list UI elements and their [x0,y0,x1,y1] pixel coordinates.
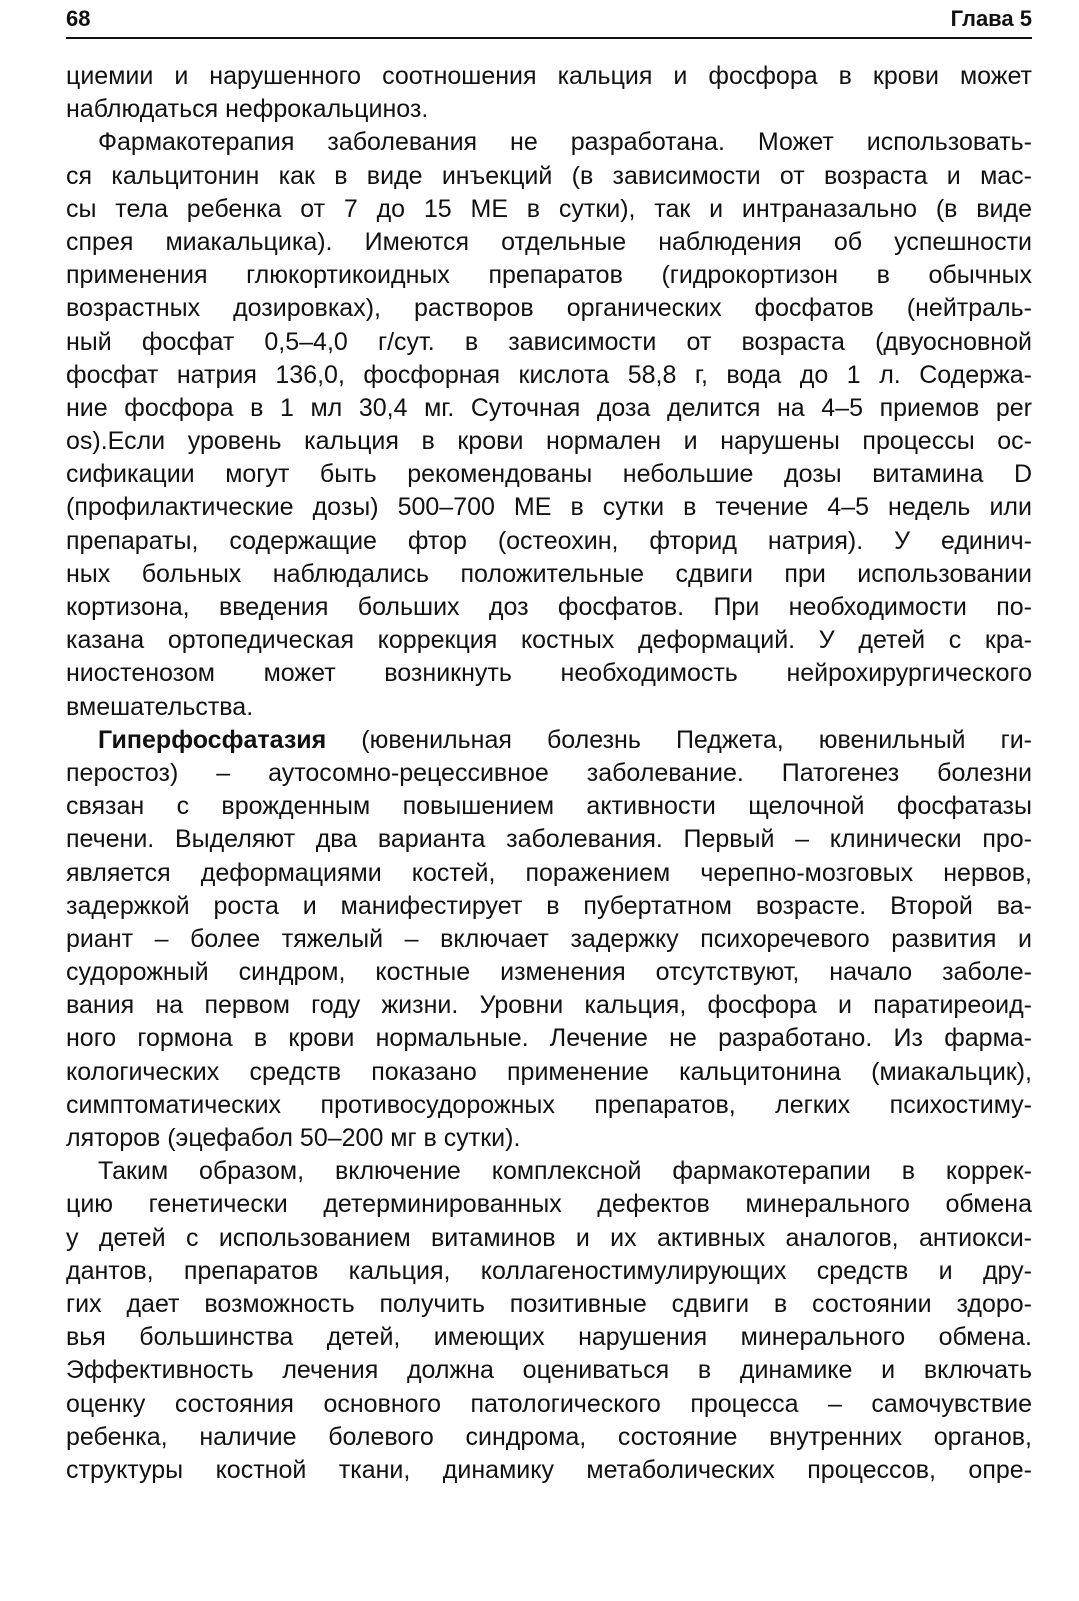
text-line: судорожный синдром, костные изменения отсутствуют, начало заболе- [66,958,1032,987]
text-line: казана ортопедическая коррекция костных деформаций. У детей с кра- [66,626,1032,655]
text-fragment: (ювенильная болезнь Педжета, ювенильный ги- [361,725,1032,754]
text-line: цию генетически детерминированных дефектов минерального обмена [66,1190,1032,1219]
text-line: (профилактические дозы) 500–700 МЕ в сутки в течение 4–5 недель или [66,493,1032,522]
chapter-title: Глава 5 [950,6,1032,31]
text-line: гих дает возможность получить позитивные сдвиги в состоянии здоро- [66,1289,1032,1318]
text-line: ся кальцитонин как в виде инъекций (в зависимости от возраста и мас- [66,161,1032,190]
text-line: Фармакотерапия заболевания не разработана. Может использовать- [98,128,1032,157]
page-header [66,4,1032,39]
text-line: вания на первом году жизни. Уровни кальция, фосфора и паратиреоид- [66,991,1032,1020]
text-line: ных больных наблюдались положительные сдвиги при использовании [66,559,1032,588]
text-line: симптоматических противосудорожных препаратов, легких психостиму- [66,1090,1032,1119]
body-text [66,60,1032,1487]
text-line-with-term [66,724,1032,757]
text-line: ниостенозом может возникнуть необходимость нейрохирургического [66,659,1032,688]
text-line: дантов, препаратов кальция, коллагеностимулирующих средств и дру- [66,1256,1032,1285]
text-line: оценку состояния основного патологического процесса – самочувствие [66,1389,1032,1418]
text-line: структуры костной ткани, динамику метаболических процессов, опре- [66,1455,1032,1484]
text-line: фосфат натрия 136,0, фосфорная кислота 58,8 г, вода до 1 л. Содержа- [66,360,1032,389]
text-line: риант – более тяжелый – включает задержку психоречевого развития и [66,924,1032,953]
text-line: вмешательства. [66,692,254,721]
text-line: сификации могут быть рекомендованы небольшие дозы витамина D [66,460,1032,489]
text-line: является деформациями костей, поражением черепно-мозговых нервов, [66,858,1032,887]
text-line: os).Если уровень кальция в крови нормален и нарушены процессы ос- [66,427,1032,456]
text-line: препараты, содержащие фтор (остеохин, фторид натрия). У единич- [66,526,1032,555]
text-line: Эффективность лечения должна оцениваться в динамике и включать [66,1356,1032,1385]
text-line: задержкой роста и манифестирует в пубертатном возрасте. Второй ва- [66,891,1032,920]
text-line: применения глюкортикоидных препаратов (гидрокортизон в обычных [66,261,1032,290]
text-line: спрея миакальцика). Имеются отдельные наблюдения об успешности [66,227,1032,256]
text-line: Таким образом, включение комплексной фармакотерапии в коррек- [98,1157,1032,1186]
text-line: кологических средств показано применение кальцитонина (миакальцик), [66,1057,1032,1086]
page-number: 68 [66,6,91,31]
text-line: у детей с использованием витаминов и их активных аналогов, антиокси- [66,1223,1032,1252]
text-line: печени. Выделяют два варианта заболевания. Первый – клинически про- [66,825,1032,854]
text-line: ние фосфора в 1 мл 30,4 мг. Суточная доза делится на 4–5 приемов per [66,393,1032,422]
text-line: циемии и нарушенного соотношения кальция и фосфора в крови может [66,62,1032,90]
text-line: кортизона, введения больших доз фосфатов. При необходимости по- [66,593,1032,621]
text-line: ного гормона в крови нормальные. Лечение не разработано. Из фарма- [66,1024,1032,1053]
text-line: сы тела ребенка от 7 до 15 МЕ в сутки), так и интраназально (в виде [66,194,1032,223]
text-line: наблюдаться нефрокальциноз. [66,95,429,124]
text-line: связан с врожденным повышением активности щелочной фосфатазы [66,792,1032,821]
text-line: ный фосфат 0,5–4,0 г/сут. в зависимости от возраста (двуосновной [66,327,1032,356]
text-line: ребенка, наличие болевого синдрома, состояние внутренних органов, [66,1422,1032,1451]
text-line: ляторов (эцефабол 50–200 мг в сутки). [66,1124,521,1152]
text-line: вья большинства детей, имеющих нарушения минерального обмена. [66,1323,1032,1352]
text-line: возрастных дозировках), растворов органических фосфатов (нейтраль- [66,294,1032,323]
text-line: перостоз) – аутосомно-рецессивное заболевание. Патогенез болезни [66,758,1032,787]
term-hyperphosphatasia: Гиперфосфатазия [98,725,327,754]
